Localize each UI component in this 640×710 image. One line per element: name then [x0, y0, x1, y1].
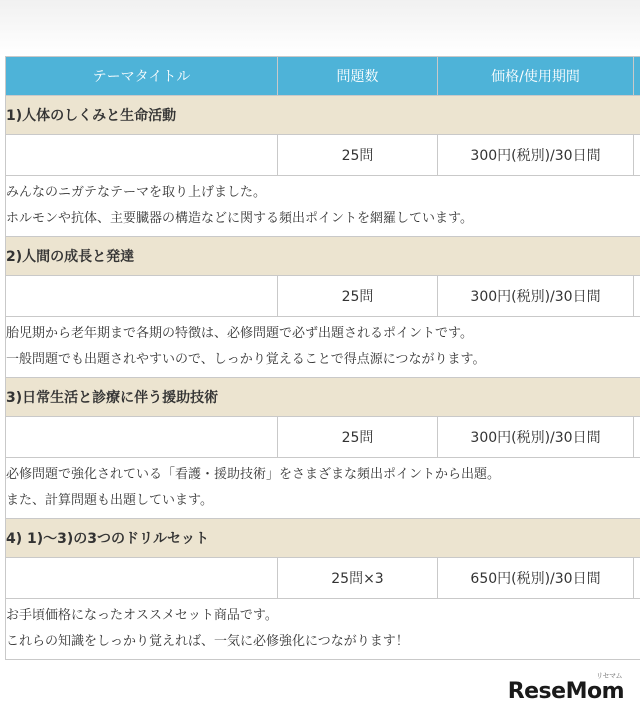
section-title-row: [6, 96, 640, 135]
section-title: 4) 1)～3)の3つのドリルセット: [6, 519, 640, 558]
empty-cell: [6, 135, 278, 176]
price-period: 650円(税別)/30日間: [438, 558, 634, 599]
section-description-row: [6, 317, 640, 378]
section-title: 2)人間の成長と発達: [6, 237, 640, 276]
empty-cell: [6, 558, 278, 599]
description-line: また、計算問題も出題しています。: [6, 493, 213, 508]
section-title-row: [6, 519, 640, 558]
spacer-cell: [634, 276, 640, 317]
description-line: 一般問題でも出題されやすいので、しっかり覚えることで得点源につながります。: [6, 352, 486, 367]
section-values-row: [6, 417, 640, 458]
section-values-row: [6, 135, 640, 176]
description-line: 胎児期から老年期まで各期の特徴は、必修問題で必ず出題されるポイントです。: [6, 326, 473, 341]
spacer-cell: [634, 417, 640, 458]
drill-price-table: [5, 56, 640, 660]
question-count: 25問: [278, 276, 438, 317]
resemom-logo-sub: リセマム: [596, 672, 622, 680]
description-line: みんなのニガテなテーマを取り上げました。: [6, 185, 267, 200]
section-description: [6, 599, 640, 660]
header-spacer: [634, 57, 640, 96]
spacer-cell: [634, 135, 640, 176]
empty-cell: [6, 417, 278, 458]
section-description: [6, 176, 640, 237]
section-description-row: [6, 176, 640, 237]
table-header-row: [6, 57, 640, 96]
description-line: ホルモンや抗体、主要臓器の構造などに関する頻出ポイントを網羅しています。: [6, 211, 473, 226]
section-values-row: [6, 558, 640, 599]
empty-cell: [6, 276, 278, 317]
section-title-row: [6, 237, 640, 276]
question-count: 25問: [278, 135, 438, 176]
section-title-row: [6, 378, 640, 417]
question-count: 25問×3: [278, 558, 438, 599]
spacer-cell: [634, 558, 640, 599]
description-line: 必修問題で強化されている「看護・援助技術」をさまざまな頻出ポイントから出題。: [6, 467, 501, 482]
price-period: 300円(税別)/30日間: [438, 276, 634, 317]
question-count: 25問: [278, 417, 438, 458]
section-title: 1)人体のしくみと生命活動: [6, 96, 640, 135]
section-title: 3)日常生活と診療に伴う援助技術: [6, 378, 640, 417]
header-theme-title: テーマタイトル: [6, 57, 278, 96]
header-question-count: 問題数: [278, 57, 438, 96]
price-period: 300円(税別)/30日間: [438, 135, 634, 176]
section-values-row: [6, 276, 640, 317]
top-background: [0, 0, 640, 56]
section-description: [6, 458, 640, 519]
section-description-row: [6, 458, 640, 519]
description-line: これらの知識をしっかり覚えれば、一気に必修強化につながります！: [6, 634, 409, 649]
description-line: お手頃価格になったオススメセット商品です。: [6, 608, 278, 623]
resemom-logo-text: ReseMom: [507, 679, 624, 704]
section-description: [6, 317, 640, 378]
resemom-logo: [507, 672, 624, 704]
header-price-period: 価格/使用期間: [438, 57, 634, 96]
price-period: 300円(税別)/30日間: [438, 417, 634, 458]
section-description-row: [6, 599, 640, 660]
